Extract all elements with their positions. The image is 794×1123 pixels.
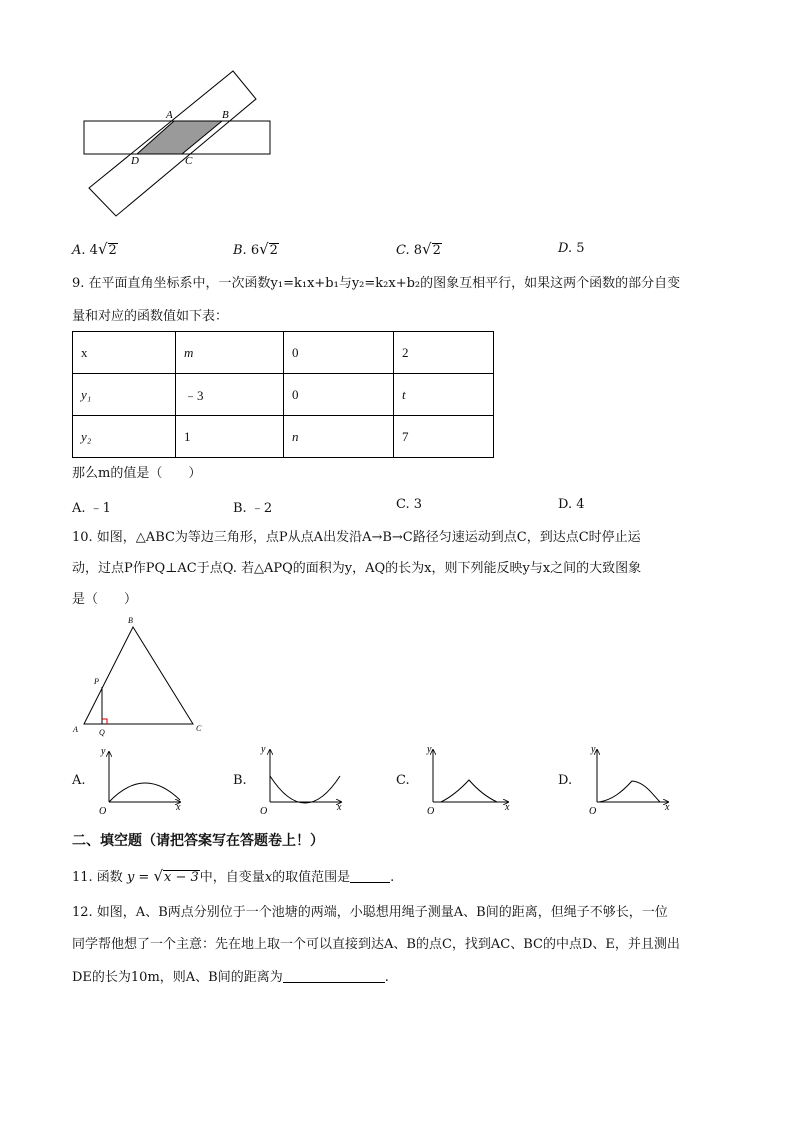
section-heading: 二、填空题（请把答案写在答题卷上！） [72, 833, 324, 849]
q8-option-a: A. 4√2 [72, 240, 117, 258]
q9-option-c: C. 3 [396, 497, 423, 512]
q10-stem-line2: 动，过点P作PQ⊥AC于点Q. 若△APQ的面积为y，AQ的长为x，则下列能反映y与x之间的大致图象 [72, 561, 642, 576]
answer-blank[interactable] [283, 968, 385, 983]
graph-a [99, 746, 181, 817]
q11-radicand: x − 3 [164, 870, 199, 885]
q9-question: 那么m的值是（ ） [72, 466, 202, 481]
q10-option-a-label: A. [72, 773, 86, 788]
label-B: B [128, 616, 133, 625]
table-cell: y₁ [73, 374, 176, 416]
svg-text:y: y [101, 746, 106, 757]
table-cell: 0 [284, 374, 394, 416]
table-cell: 0 [284, 332, 394, 374]
q12-stem-line1: 12. 如图，A、B两点分别位于一个池塘的两端，小聪想用绳子测量A、B间的距离，但绳子不够长，一位 [72, 905, 668, 920]
q9-option-d: D. 4 [558, 497, 585, 512]
q10-stem-line1: 10. 如图，△ABC为等边三角形，点P从点A出发沿A→B→C路径匀速运动到点C，到达点C时停止运 [72, 530, 641, 545]
q10-option-b-label: B. [233, 773, 247, 788]
table-cell: 2 [394, 332, 494, 374]
table-cell: x [73, 332, 176, 374]
table-cell: n [284, 416, 394, 458]
svg-text:O: O [427, 806, 435, 817]
curve-d [599, 781, 660, 802]
label-Q: Q [99, 728, 105, 737]
table-cell: 7 [394, 416, 494, 458]
label-B: B [222, 109, 229, 121]
q12-stem-line3: DE的长为10m，则A、B间的距离为 . [72, 970, 389, 985]
q9-stem-line1: 9. 在平面直角坐标系中，一次函数y₁=k₁x+b₁与y₂=k₂x+b₂的图象互相平行，如果这两个函数的部分自变 [72, 276, 681, 291]
q8-option-b: B. 6√2 [233, 240, 278, 258]
q8-option-d: D. 5 [558, 241, 585, 256]
label-D: D [131, 155, 139, 167]
curve-c [441, 780, 497, 802]
graph-d [589, 744, 670, 817]
svg-text:y: y [261, 744, 266, 755]
q9-stem-line2: 量和对应的函数值如下表： [72, 309, 229, 324]
graph-c [426, 744, 510, 817]
curve-b [270, 776, 340, 803]
table-cell: ﹣3 [176, 374, 284, 416]
curve-a [109, 783, 180, 802]
table-cell: t [394, 374, 494, 416]
svg-text:x: x [176, 802, 181, 813]
q11-stem: 11. 函数 y = √x − 3中，自变量x的取值范围是 . [72, 867, 395, 885]
svg-text:x: x [505, 802, 510, 813]
svg-text:y: y [427, 744, 432, 755]
q9-option-b: B. ﹣2 [233, 501, 273, 516]
q8-option-c: C. 8√2 [396, 240, 441, 258]
graph-b [260, 744, 342, 817]
svg-text:y: y [591, 744, 596, 755]
svg-text:x: x [665, 802, 670, 813]
q10-stem-line3: 是（ ） [72, 592, 138, 607]
answer-blank[interactable] [350, 868, 390, 883]
label-C: C [185, 155, 193, 167]
label-P: P [94, 677, 99, 686]
svg-text:O: O [589, 806, 597, 817]
svg-text:O: O [99, 806, 107, 817]
svg-text:x: x [337, 802, 342, 813]
svg-text:O: O [260, 806, 268, 817]
table-cell: m [176, 332, 284, 374]
label-A: A [166, 109, 173, 121]
table-cell: 1 [176, 416, 284, 458]
q10-option-d-label: D. [558, 773, 573, 788]
table-cell: y₂ [73, 416, 176, 458]
q10-option-c-label: C. [396, 773, 410, 788]
q9-option-a: A. ﹣1 [72, 501, 111, 516]
label-A: A [73, 725, 78, 734]
q12-stem-line2: 同学帮他想了一个主意：先在地上取一个可以直接到达A、B的点C，找到AC、BC的中点D、E，并且测出 [72, 937, 680, 952]
label-C: C [196, 724, 202, 733]
